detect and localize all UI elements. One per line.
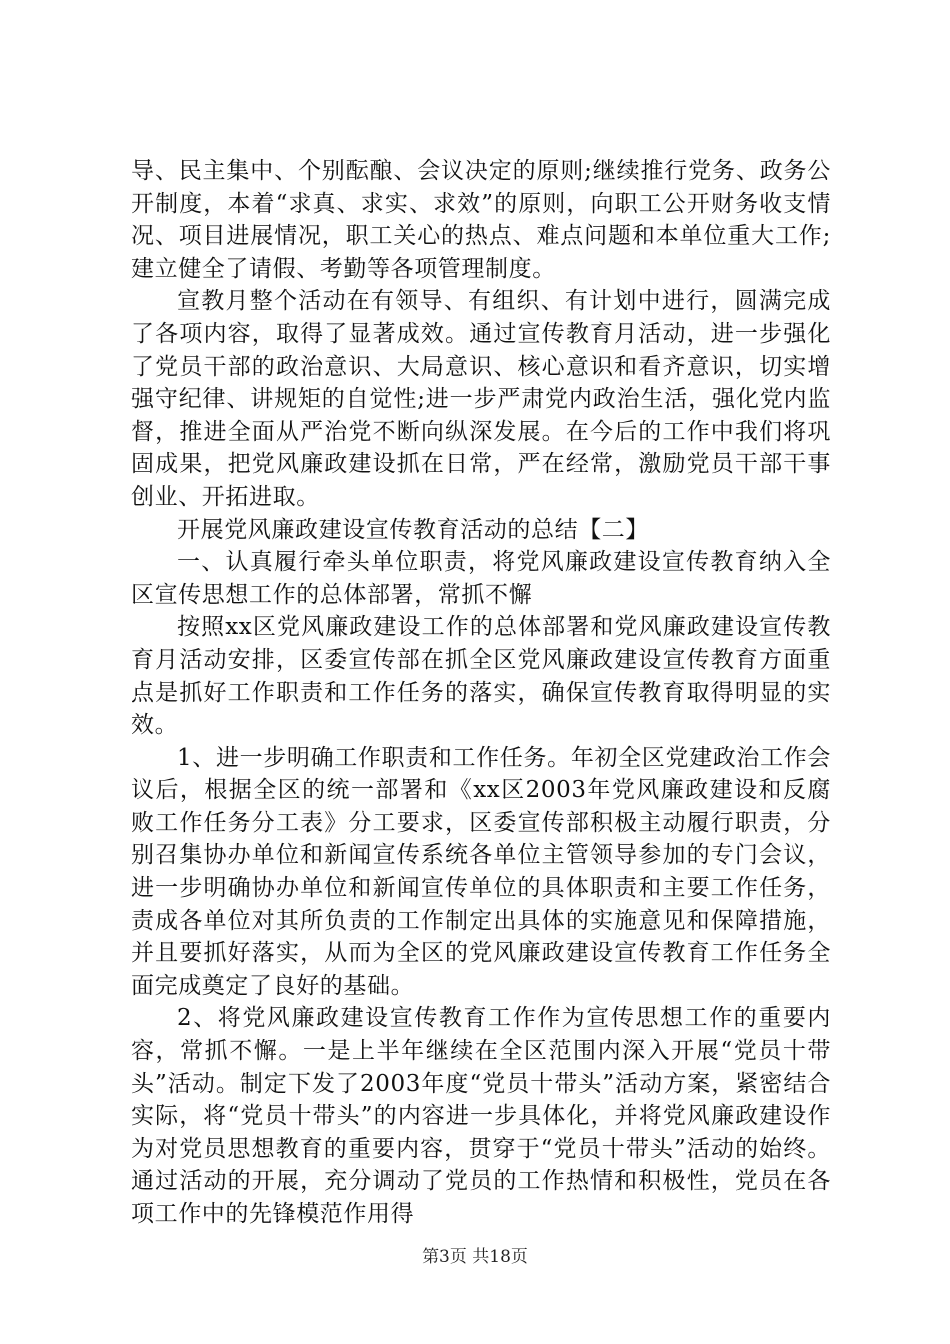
page-number-footer: 第3页 共18页 — [422, 1247, 528, 1267]
document-body — [131, 155, 831, 1231]
section-title: 开展党风廉政建设宣传教育活动的总结【二】 — [177, 516, 649, 543]
section-heading-1: 一、认真履行牵头单位职责，将党风廉政建设宣传教育纳入全区宣传思想工作的总体部署，常抓不懈 — [131, 549, 831, 608]
paragraph-5: 2、将党风廉政建设宣传教育工作作为宣传思想工作的重要内容，常抓不懈。一是上半年继续在全区范围内深入开展“党员十带头”活动。制定下发了2003年度“党员十带头”活动方案，紧密结合实际，将“党员十带头”的内容进一步具体化，并将党风廉政建设作为对党员思想教育的重要内容，贯穿于“党员十带头”活动的始终。通过活动的开展，充分调动了党员的工作热情和积极性，党员在各项工作中的先锋模范作用得 — [131, 1005, 831, 1227]
paragraph-3: 按照xx区党风廉政建设工作的总体部署和党风廉政建设宣传教育月活动安排，区委宣传部在抓全区党风廉政建设宣传教育方面重点是抓好工作职责和工作任务的落实，确保宣传教育取得明显的实效。 — [131, 614, 831, 739]
paragraph-2: 宣教月整个活动在有领导、有组织、有计划中进行，圆满完成了各项内容，取得了显著成效。通过宣传教育月活动，进一步强化了党员干部的政治意识、大局意识、核心意识和看齐意识，切实增强守纪律、讲规矩的自觉性;进一步严肃党内政治生活，强化党内监督，推进全面从严治党不断向纵深发展。在今后的工作中我们将巩固成果，把党风廉政建设抓在日常，严在经常，激励党员干部干事创业、开拓进取。 — [131, 288, 831, 510]
paragraph-4: 1、进一步明确工作职责和工作任务。年初全区党建政治工作会议后，根据全区的统一部署和《xx区2003年党风廉政建设和反腐败工作任务分工表》分工要求，区委宣传部积极主动履行职责，分别召集协办单位和新闻宣传系统各单位主管领导参加的专门会议，进一步明确协办单位和新闻宣传单位的具体职责和主要工作任务，责成各单位对其所负责的工作制定出具体的实施意见和保障措施，并且要抓好落实，从而为全区的党风廉政建设宣传教育工作任务全面完成奠定了良好的基础。 — [131, 744, 831, 999]
paragraph-1: 导、民主集中、个别酝酿、会议决定的原则;继续推行党务、政务公开制度，本着“求真、求实、求效”的原则，向职工公开财务收支情况、项目进展情况，职工关心的热点、难点问题和本单位重大工作;建立健全了请假、考勤等各项管理制度。 — [131, 158, 831, 282]
